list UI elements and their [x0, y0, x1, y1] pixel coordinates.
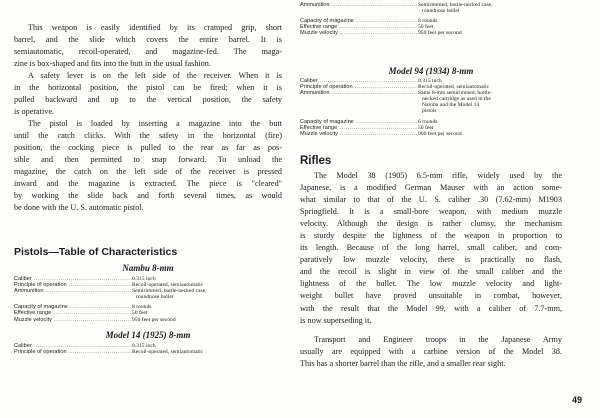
spec-row — [14, 317, 282, 323]
spec-value — [132, 317, 282, 323]
spec-row — [300, 131, 562, 137]
intro-paragraph-1 — [14, 22, 282, 70]
paragraph-line: The Model 38 (1905) 6.5-mm rifle, widely used by the — [314, 171, 562, 180]
spec-label: Ammunition ..... — [300, 90, 418, 114]
spec-value-line: 8 rounds — [132, 304, 152, 311]
paragraph-line: This has a shorter barrel than the rifle, and a smaller rear sight. — [300, 359, 506, 369]
paragraph-line: is sturdy despite the lightness of the weapon in proportion to — [300, 231, 562, 241]
spec-value-line: Recoil-operated, semiautomatic — [132, 349, 204, 356]
intro-paragraph-3 — [14, 118, 282, 214]
spec-value-line: 900 feet per second — [418, 130, 462, 137]
spec-value-line: 6 rounds — [418, 118, 438, 125]
spec-label: Muzzle velocity ..... — [300, 131, 418, 137]
spec-label: Principle of operation ..... — [14, 282, 132, 288]
spec-value-line: roundnose bullet — [422, 8, 460, 15]
paragraph-line: The pistol is loaded by inserting a magazine into the butt — [28, 119, 282, 128]
paragraph-line: usually are equipped with a carbine version of the Model 38. — [300, 347, 562, 357]
spec-label: Principle of operation ..... — [14, 349, 132, 355]
intro-paragraph-2 — [14, 70, 282, 118]
paragraph-line: what similar to that of the U. S. caliber .30 (7.62-mm) M1903 — [300, 195, 562, 205]
spec-label: Effective range ..... — [14, 310, 132, 316]
spec-row — [300, 30, 562, 36]
spec-row — [300, 90, 562, 114]
spec-value-line: Semirimmed, bottle-necked case, — [418, 2, 493, 8]
paragraph-line: Transport and Engineer troops in the Japanese Army — [314, 335, 562, 344]
paragraph-line: by working the slide back and forth several times, as would — [14, 191, 282, 201]
spec-row — [14, 288, 282, 300]
paragraph-line: paratively low muzzle velocity, there is practically no flash, — [300, 255, 562, 265]
rifles-paragraph-2 — [300, 334, 562, 370]
spec-label: Ammunition ..... — [14, 288, 132, 300]
paragraph-line: is operative. — [14, 107, 55, 117]
spec-row — [300, 2, 562, 14]
model14-spec-table-continued — [300, 2, 562, 36]
spec-label: Caliber ..... — [300, 78, 418, 84]
model94-subheading: Model 94 (1934) 8-mm — [388, 66, 474, 76]
paragraph-line: sible and then permitted to snap forward. To unload the — [14, 155, 282, 165]
spec-label: Caliber ..... — [14, 276, 132, 282]
paragraph-line: with the result that the Model 99, with a caliber of 7.7-mm, — [300, 303, 562, 313]
spec-row — [14, 349, 282, 355]
spec-value-line: roundnose bullet — [136, 294, 174, 301]
paragraph-line: in the horizontal position, the pistol can be fired; when it is — [14, 83, 282, 93]
spec-value-line: Semirimmed, bottle-necked case, — [132, 288, 207, 295]
spec-label: Muzzle velocity ..... — [14, 317, 132, 323]
paragraph-line: pulled backward and up to the vertical position, the safety — [14, 95, 282, 105]
spec-value — [132, 349, 282, 355]
paragraph-line: its length. Because of the long barrel, small caliber, and com- — [300, 243, 562, 253]
spec-label: Ammunition ..... — [300, 2, 418, 14]
spec-value-line: Nambu and the Model 14 — [422, 102, 480, 109]
paragraph-line: magazine, the catch on the left side of the receiver is pressed — [14, 167, 282, 177]
spec-value — [418, 2, 562, 14]
spec-value-line: 50 feet — [418, 124, 434, 131]
model14-subheading: Model 14 (1925) 8-mm — [105, 330, 191, 340]
paragraph-line: lightness of the bullet. The low muzzle velocity and light- — [300, 279, 562, 289]
spec-label: Caliber ..... — [14, 343, 132, 349]
paragraph-line: Japanese, is a modified German Mauser with an action some- — [300, 183, 562, 193]
model94-spec-table — [300, 78, 562, 137]
spec-value — [418, 131, 562, 137]
paragraph-line: position, the cocking piece is pulled to the rear as far as pos- — [14, 143, 282, 153]
spec-value-line: necked cartridge as used in the — [422, 96, 491, 103]
spec-value-line: 50 feet — [418, 24, 434, 31]
rifles-paragraph-1 — [300, 170, 562, 327]
spec-value-line: Recoil-operated, semiautomatic — [132, 282, 204, 289]
spec-value — [132, 288, 282, 300]
paragraph-line: Springfield. It is a small-bore weapon, with medium muzzle — [300, 207, 562, 217]
paragraph-line: semiautomatic, recoil-operated, and magazine-fed. The maga- — [14, 47, 282, 57]
paragraph-line: A safety lever is on the left side of the receiver. When it is — [28, 71, 282, 80]
spec-value-line: 50 feet — [132, 310, 148, 317]
spec-value-line: 0.315 inch — [132, 276, 156, 282]
paragraph-line: velocity. Although the design is rather clumsy, the mechanism — [300, 219, 562, 229]
page-number: 49 — [571, 395, 582, 405]
spec-value-line: Recoil-operated, semiautomatic — [418, 84, 490, 91]
spec-label: Capacity of magazine ..... — [14, 304, 132, 310]
paragraph-line: weight bullet have proved unsuitable in combat, however, — [300, 291, 562, 301]
spec-label: Muzzle velocity ..... — [300, 30, 418, 36]
spec-value-line: Same 8-mm semirimmed, bottle- — [418, 90, 492, 97]
paragraph-line: inward and the magazine is extracted. The piece is "cleared" — [14, 179, 282, 189]
paragraph-line: barrel, and the slide which covers the entire barrel. It is — [14, 35, 282, 45]
rifles-heading: Rifles — [300, 155, 332, 167]
paragraph-line: zine is box-shaped and fits into the butt in the usual fashion. — [14, 59, 211, 69]
paragraph-line: until the catch clicks. With the safety in the horizontal (fire) — [14, 131, 282, 141]
paragraph-line: This weapon is easily identified by its cramped grip, short — [28, 23, 282, 32]
spec-value — [418, 30, 562, 36]
nambu-subheading: Nambu 8-mm — [122, 263, 174, 273]
spec-value-line: 8 rounds — [418, 18, 438, 25]
paragraph-line: is now superseding it. — [300, 315, 372, 325]
spec-value-line: pistols — [422, 108, 437, 115]
spec-label: Capacity of magazine ..... — [300, 18, 418, 24]
pistols-table-heading: Pistols—Table of Characteristics — [14, 246, 178, 258]
spec-value-line: 0.315 inch — [132, 343, 156, 349]
spec-label: Principle of operation ..... — [300, 84, 418, 90]
spec-value-line: 950 feet per second — [132, 316, 176, 323]
spec-value — [418, 90, 562, 114]
spec-label: Effective range ..... — [300, 24, 418, 30]
model14-spec-table — [14, 343, 282, 355]
spec-label: Capacity of magazine ..... — [300, 119, 418, 125]
nambu-spec-table — [14, 276, 282, 323]
paragraph-line: and the recoil is slight in view of the small caliber and the — [300, 267, 562, 277]
spec-value-line: 0.315 inch — [418, 78, 442, 84]
paragraph-line: be done with the U. S. automatic pistol. — [14, 203, 144, 213]
spec-value-line: 950 feet per second — [418, 30, 462, 37]
spec-label: Effective range ..... — [300, 125, 418, 131]
